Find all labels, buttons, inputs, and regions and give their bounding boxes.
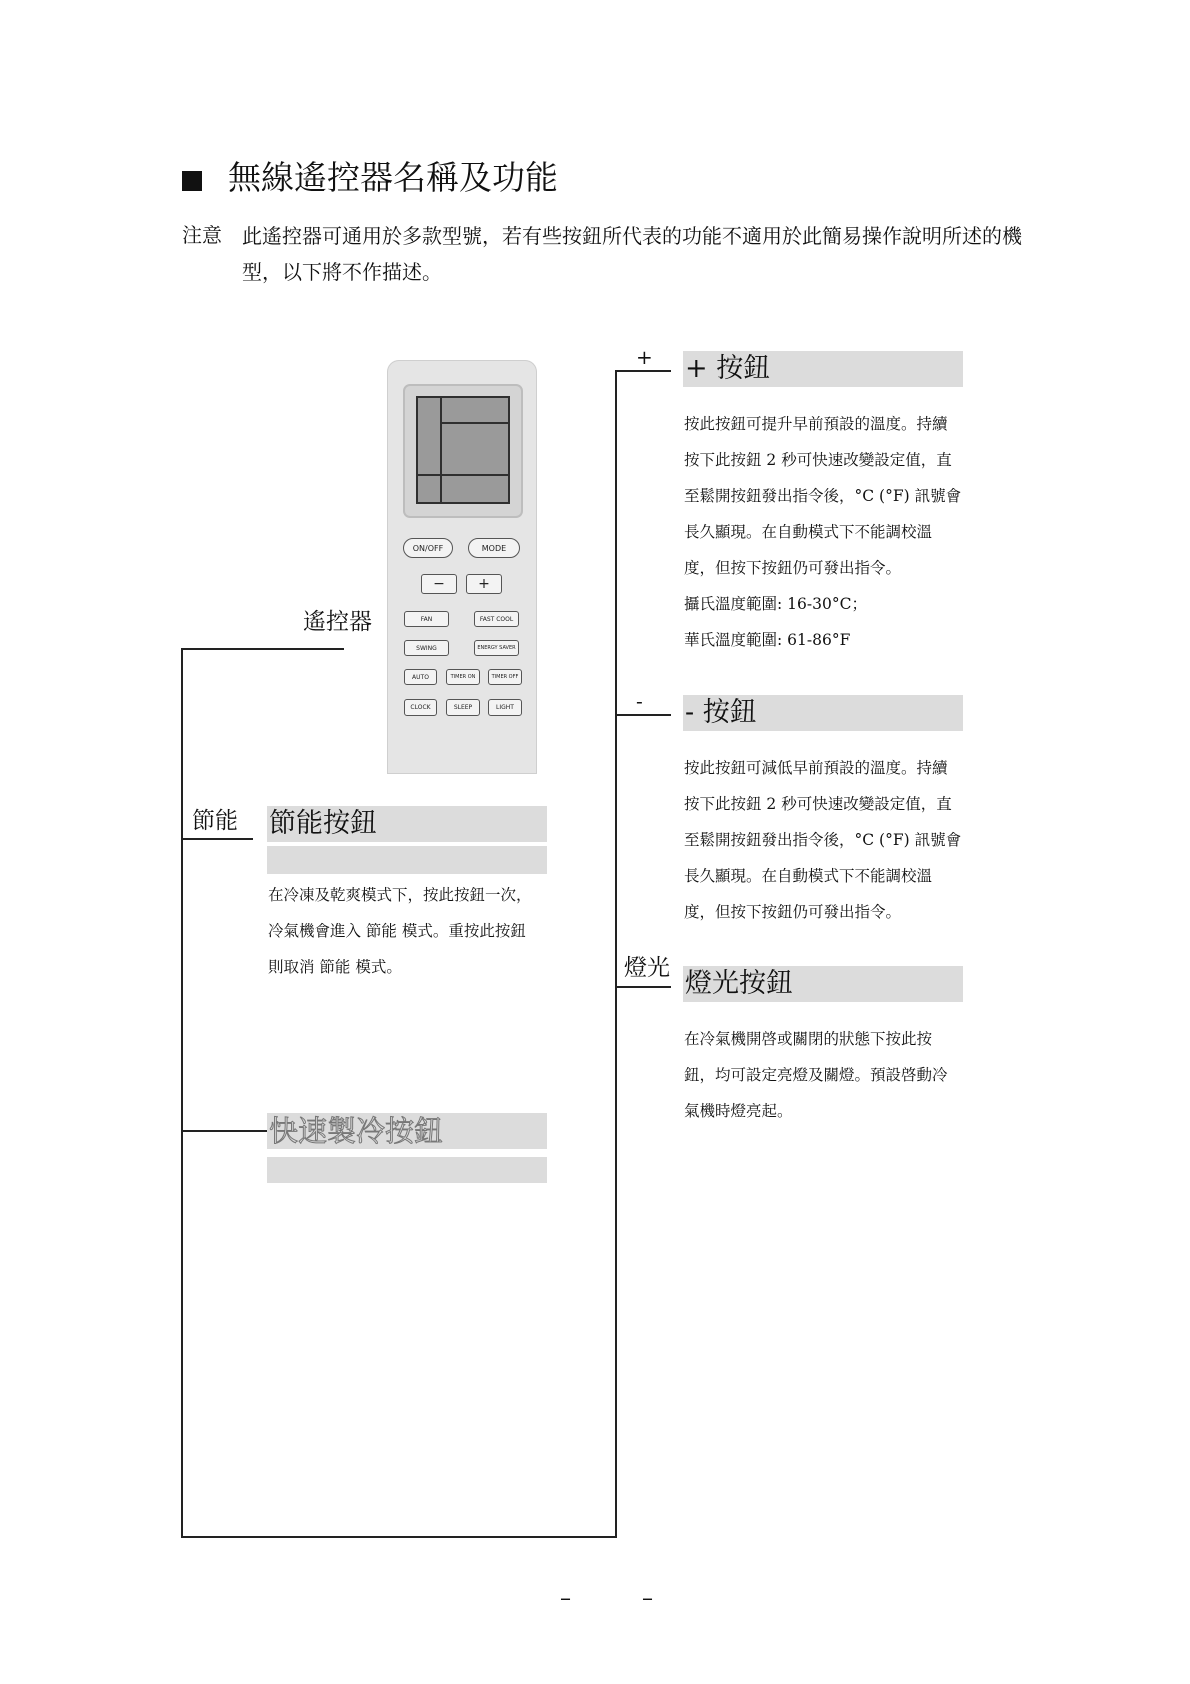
remote-auto-button[interactable]: AUTO [404,669,437,685]
minus-section-title: - 按鈕 [683,695,963,731]
light-body-line: 氣機時燈亮起。 [684,1102,793,1120]
remote-fast-cool-button[interactable]: FAST COOL [474,611,519,627]
remote-timer-on-button[interactable]: TIMER ON [446,669,480,685]
note-label: 注意 [182,223,222,247]
light-section-title: 燈光按鈕 [683,966,963,1002]
remote-light-button[interactable]: LIGHT [488,699,522,716]
callout-line-energy [181,838,253,840]
remote-timer-off-button[interactable]: TIMER OFF [488,669,522,685]
page-title: 無線遙控器名稱及功能 [228,158,558,197]
energy-body-line: 冷氣機會進入 節能 模式。重按此按鈕 [268,922,526,940]
page-number: – – [560,1586,685,1611]
light-callout-label: 燈光 [624,955,670,981]
fast-cool-title-bar [267,1157,547,1183]
callout-line-fast-cool [181,1130,267,1132]
plus-body-line: 按下此按鈕 2 秒可快速改變設定值，直 [684,451,952,469]
energy-body-line: 在冷凍及乾爽模式下，按此按鈕一次， [268,886,532,904]
callout-line-right-vertical [615,370,617,1538]
plus-body-line: 華氏溫度範圍: 61-86°F [684,631,851,649]
light-body-line: 在冷氣機開啓或關閉的狀態下按此按 [684,1030,933,1048]
energy-callout-label: 節能 [192,808,238,834]
plus-section-title: + 按鈕 [683,351,963,387]
remote-on-off-button[interactable]: ON/OFF [403,538,453,558]
energy-section-body [268,877,532,985]
plus-body-line: 攝氏溫度範圍: 16-30°C； [684,595,867,613]
plus-section-body [684,406,961,658]
plus-body-line: 度，但按下按鈕仍可發出指令。 [684,559,902,577]
minus-callout-label: - [636,689,643,713]
light-section-body [684,1021,948,1129]
light-body-line: 鈕，均可設定亮燈及關燈。預設啓動冷 [684,1066,948,1084]
callout-line-minus [615,714,671,716]
callout-line-left-vertical [181,648,183,1538]
remote-minus-button[interactable]: − [421,574,457,594]
callout-line-remote [181,648,344,650]
remote-lcd-screen [403,384,523,518]
remote-sleep-button[interactable]: SLEEP [446,699,480,716]
remote-fan-button[interactable]: FAN [404,611,449,627]
plus-body-line: 按此按鈕可提升早前預設的溫度。持續 [684,415,948,433]
remote-swing-button[interactable]: SWING [404,640,449,656]
remote-label: 遙控器 [303,609,372,635]
remote-clock-button[interactable]: CLOCK [404,699,437,716]
plus-body-line: 長久顯現。在自動模式下不能調校溫 [684,523,933,541]
remote-plus-button[interactable]: + [466,574,502,594]
callout-line-bottom [181,1536,617,1538]
minus-body-line: 按下此按鈕 2 秒可快速改變設定值，直 [684,795,952,813]
energy-title-bar [267,846,547,874]
remote-energy-saver-button[interactable]: ENERGY SAVER [474,640,519,656]
minus-body-line: 度，但按下按鈕仍可發出指令。 [684,903,902,921]
energy-section-title: 節能按鈕 [267,806,547,842]
callout-line-light [615,986,671,988]
minus-body-line: 至鬆開按鈕發出指令後，°C (°F) 訊號會 [684,831,962,849]
energy-body-line: 則取消 節能 模式。 [268,958,402,976]
minus-body-line: 長久顯現。在自動模式下不能調校溫 [684,867,933,885]
note-text: 此遙控器可通用於多款型號，若有些按鈕所代表的功能不適用於此簡易操作說明所述的機型，以下將不作描述。 [242,224,1022,284]
minus-body-line: 按此按鈕可減低早前預設的溫度。持續 [684,759,948,777]
remote-mode-button[interactable]: MODE [468,538,520,558]
plus-body-line: 至鬆開按鈕發出指令後，°C (°F) 訊號會 [684,487,962,505]
minus-section-body [684,750,961,930]
heading-bullet [182,171,202,191]
fast-cool-section-title: 快速製冷按鈕 [267,1113,547,1149]
remote-control-image [387,360,537,774]
plus-callout-label: + [636,345,653,369]
